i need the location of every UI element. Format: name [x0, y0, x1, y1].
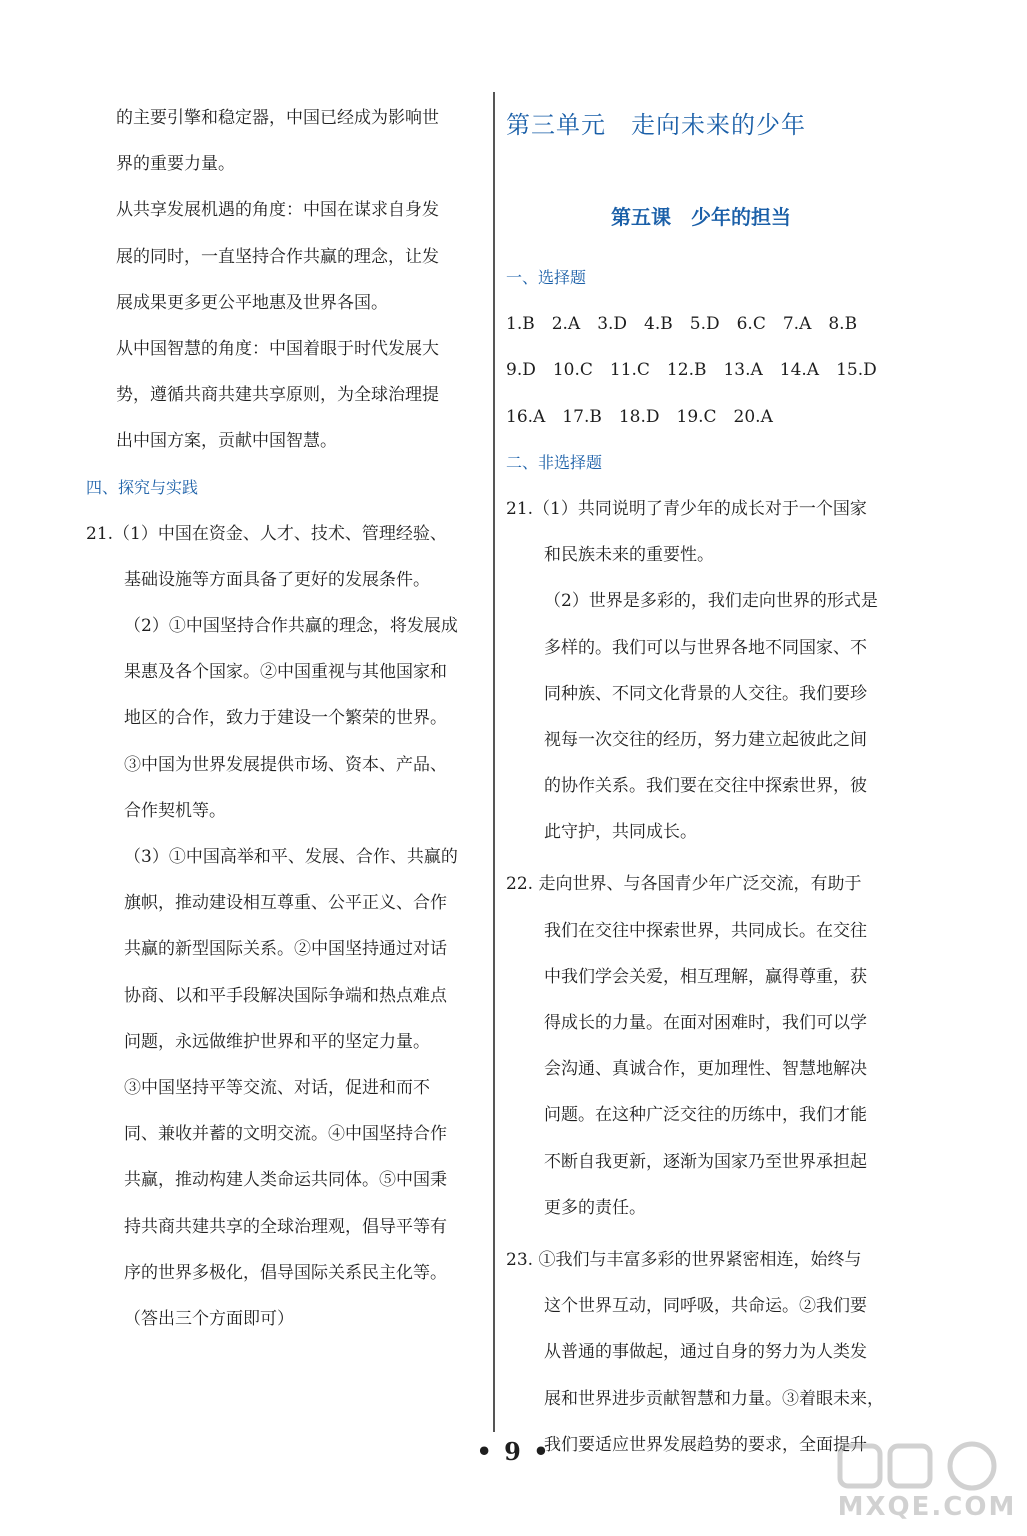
text-line: 的协作关系。我们要在交往中探索世界，彼	[544, 776, 867, 797]
text-line: ③中国为世界发展提供市场、资本、产品、	[124, 754, 447, 775]
section-heading-explore: 四、探究与实践	[86, 477, 199, 497]
text-line: 21.（1）中国在资金、人才、技术、管理经验、	[86, 523, 447, 544]
text-line: （3）①中国高举和平、发展、合作、共赢的	[124, 847, 458, 867]
text-line: 我们要适应世界发展趋势的要求，全面提升	[544, 1434, 867, 1455]
text-line: 出中国方案，贡献中国智慧。	[116, 431, 337, 452]
watermark-text: MXQE.COM	[837, 1492, 1017, 1522]
text-line: 基础设施等方面具备了更好的发展条件。	[124, 569, 430, 590]
text-line: 从共享发展机遇的角度：中国在谋求自身发	[116, 200, 439, 221]
answer-21-2	[86, 603, 478, 834]
text-line: 持共商共建共享的全球治理观，倡导平等有	[124, 1216, 447, 1237]
text-line: 得成长的力量。在面对困难时，我们可以学	[544, 1013, 867, 1033]
page-number: • 9 •	[476, 1437, 551, 1466]
text-line: 中我们学会关爱，相互理解，赢得尊重，获	[544, 966, 867, 987]
paragraph-china-wisdom	[86, 326, 478, 465]
text-line: 不断自我更新，逐渐为国家乃至世界承担起	[544, 1151, 867, 1172]
text-line: 21.（1）共同说明了青少年的成长对于一个国家	[506, 498, 867, 519]
answer-row: 9.D 10.C 11.C 12.B 13.A 14.A 15.D	[506, 360, 877, 381]
text-line: 势，遵循共商共建共享原则，为全球治理提	[116, 385, 439, 406]
text-line: 展成果更多更公平地惠及世界各国。	[116, 292, 388, 313]
watermark-icon	[832, 1440, 1022, 1500]
text-line: 展的同时，一直坚持合作共赢的理念，让发	[116, 246, 439, 267]
text-line: 问题，永远做维护世界和平的坚定力量。	[124, 1031, 430, 1052]
text-line: 此守护，共同成长。	[544, 822, 697, 843]
paragraph-shared-opportunity	[86, 187, 478, 326]
answer-23	[506, 1237, 896, 1468]
text-line: ③中国坚持平等交流、对话，促进和而不	[124, 1077, 430, 1098]
unit-title: 第三单元 走向未来的少年	[506, 111, 806, 139]
answer-21-2	[506, 578, 896, 855]
text-line: 我们在交往中探索世界，共同成长。在交往	[544, 920, 867, 941]
text-line: 序的世界多极化，倡导国际关系民主化等。	[124, 1262, 447, 1283]
answer-21-3	[86, 834, 478, 1296]
text-line: 共赢，推动构建人类命运共同体。⑤中国秉	[124, 1170, 447, 1191]
text-line: 问题。在这种广泛交往的历练中，我们才能	[544, 1105, 867, 1126]
right-column	[506, 95, 896, 1468]
text-line: 22. 走向世界、与各国青少年广泛交流，有助于	[506, 874, 862, 895]
text-line: 旗帜，推动建设相互尊重、公平正义、合作	[124, 893, 447, 914]
text-line: 这个世界互动，同呼吸，共命运。②我们要	[544, 1296, 867, 1317]
answer-note: （答出三个方面即可）	[124, 1308, 294, 1329]
text-line: 合作契机等。	[124, 800, 226, 821]
text-line: 共赢的新型国际关系。②中国坚持通过对话	[124, 939, 447, 960]
text-line: 的主要引擎和稳定器，中国已经成为影响世	[116, 108, 439, 128]
text-line: 同、兼收并蓄的文明交流。④中国坚持合作	[124, 1124, 447, 1145]
text-line: 展和世界进步贡献智慧和力量。③着眼未来，	[544, 1388, 884, 1409]
text-line: 更多的责任。	[544, 1197, 646, 1218]
section-heading-choice: 一、选择题	[506, 268, 587, 287]
text-line: 果惠及各个国家。②中国重视与其他国家和	[124, 662, 447, 683]
answer-22	[506, 861, 896, 1231]
answer-21-1	[86, 511, 478, 603]
text-line: 23. ①我们与丰富多彩的世界紧密相连，始终与	[506, 1249, 862, 1270]
answer-row: 1.B 2.A 3.D 4.B 5.D 6.C 7.A 8.B	[506, 314, 858, 335]
text-line: （2）①中国坚持合作共赢的理念，将发展成	[124, 616, 458, 637]
text-line: 从普通的事做起，通过自身的努力为人类发	[544, 1342, 867, 1363]
column-divider	[493, 92, 495, 1432]
text-line: 和民族未来的重要性。	[544, 545, 714, 566]
text-line: 多样的。我们可以与世界各地不同国家、不	[544, 637, 867, 658]
section-heading-nonchoice: 二、非选择题	[506, 452, 603, 472]
text-line: 视每一次交往的经历，努力建立起彼此之间	[544, 729, 867, 750]
answer-row: 16.A 17.B 18.D 19.C 20.A	[506, 406, 773, 427]
text-line: 会沟通、真诚合作，更加理性、智慧地解决	[544, 1059, 867, 1080]
text-line: （2）世界是多彩的，我们走向世界的形式是	[544, 591, 878, 612]
left-column	[86, 95, 478, 1342]
text-line: 协商、以和平手段解决国际争端和热点难点	[124, 985, 447, 1006]
text-line: 从中国智慧的角度：中国着眼于时代发展大	[116, 338, 439, 359]
text-line: 界的重要力量。	[116, 154, 235, 175]
text-line: 同种族、不同文化背景的人交往。我们要珍	[544, 683, 867, 704]
watermark-logo	[832, 1440, 1022, 1530]
text-line: 地区的合作，致力于建设一个繁荣的世界。	[124, 708, 447, 729]
choice-answers	[506, 301, 896, 440]
answer-21-1	[506, 486, 896, 578]
paragraph-world-engine	[86, 95, 478, 187]
lesson-title: 第五课 少年的担当	[611, 205, 791, 229]
